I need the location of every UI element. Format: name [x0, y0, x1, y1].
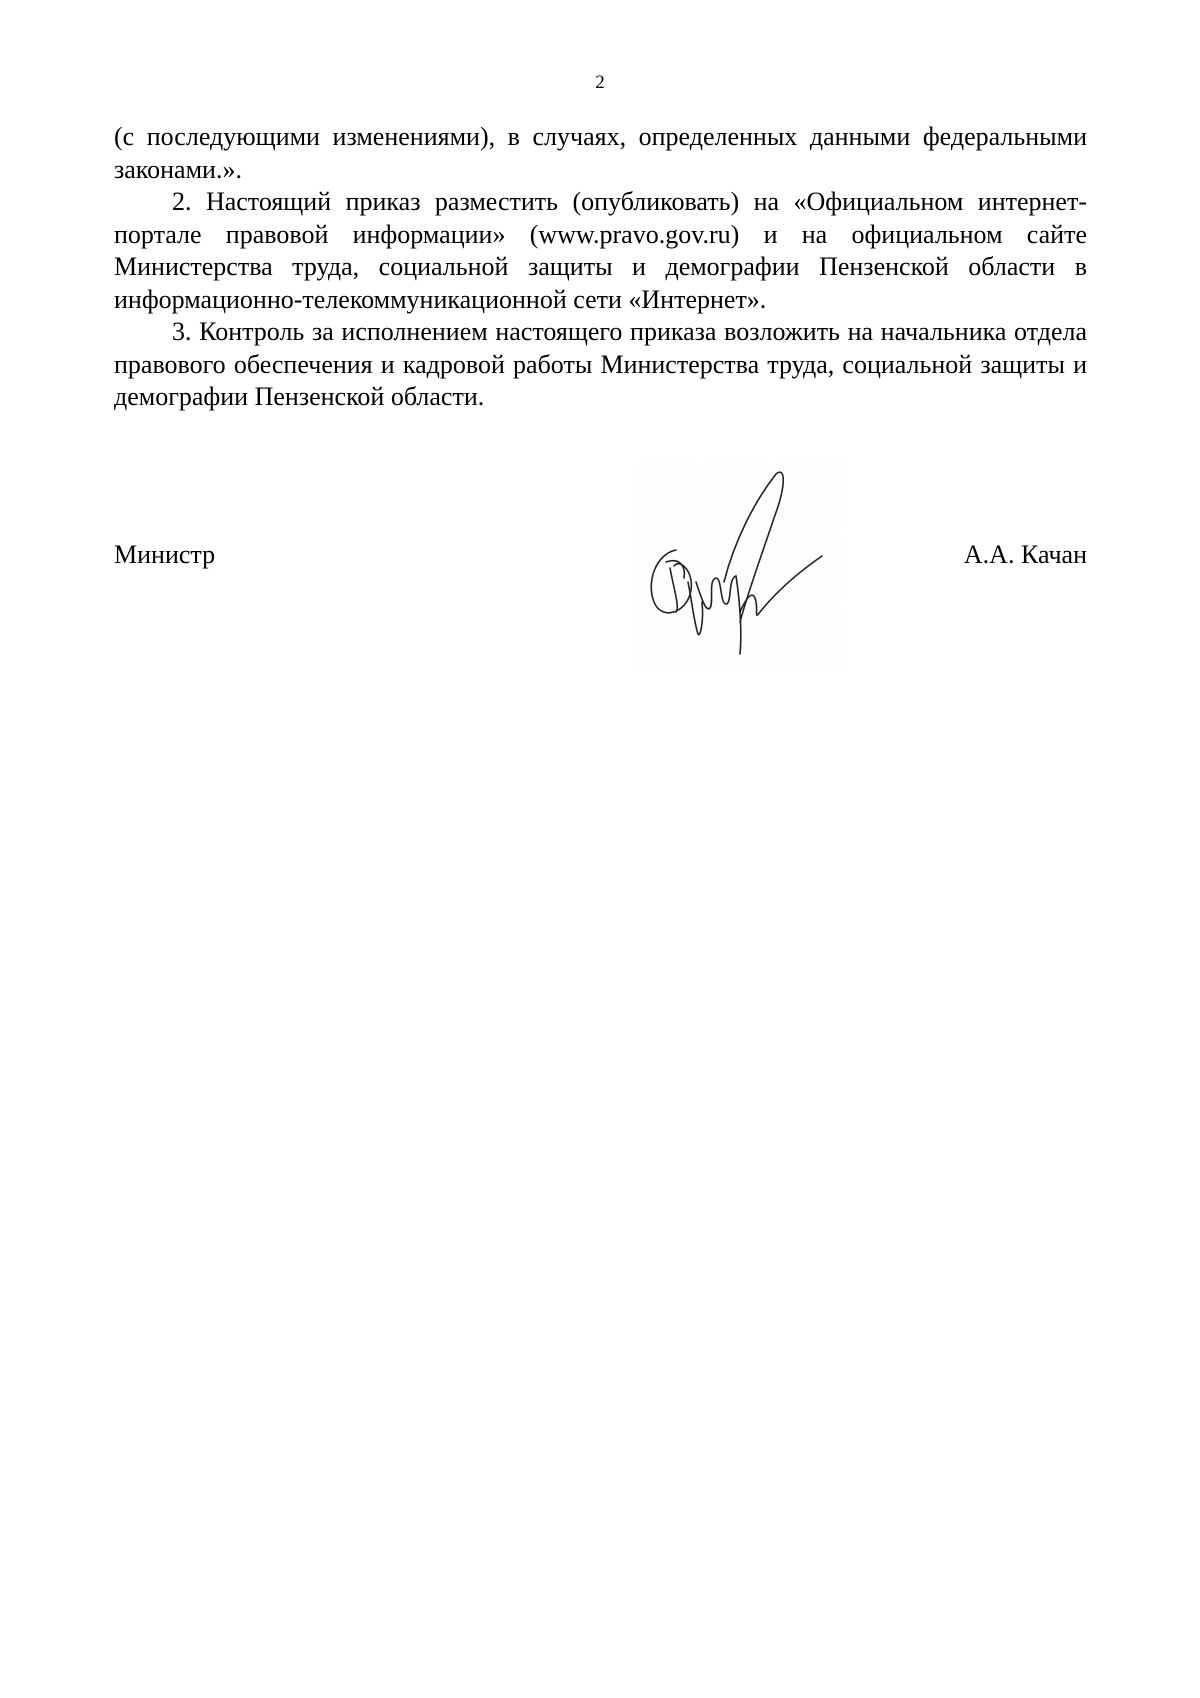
signer-name: А.А. Качан: [963, 540, 1087, 569]
position-title: Министр: [114, 540, 216, 569]
handwritten-signature-icon: [636, 462, 842, 672]
paragraph-item-3: 3. Контроль за исполнением настоящего приказа возложить на начальника отдела правового обеспечения и кадровой работы Министерства труда, социальной защиты и демографии Пензенской области.: [114, 317, 1087, 411]
paragraph-item-2: 2. Настоящий приказ разместить (опубликовать) на «Официальном интернет-портале правовой информации» (www.pravo.gov.ru) и на официальном сайте Министерства труда, социальной защиты и демографии Пензенской области в информационно-телекоммуникационной сети «Интернет».: [114, 187, 1087, 314]
signature-block: [114, 540, 1087, 580]
page-number: 2: [595, 72, 605, 93]
document-body: [114, 121, 1087, 414]
paragraph-continuation: (с последующими изменениями), в случаях, определенных данными федеральными законами.».: [114, 122, 1087, 184]
